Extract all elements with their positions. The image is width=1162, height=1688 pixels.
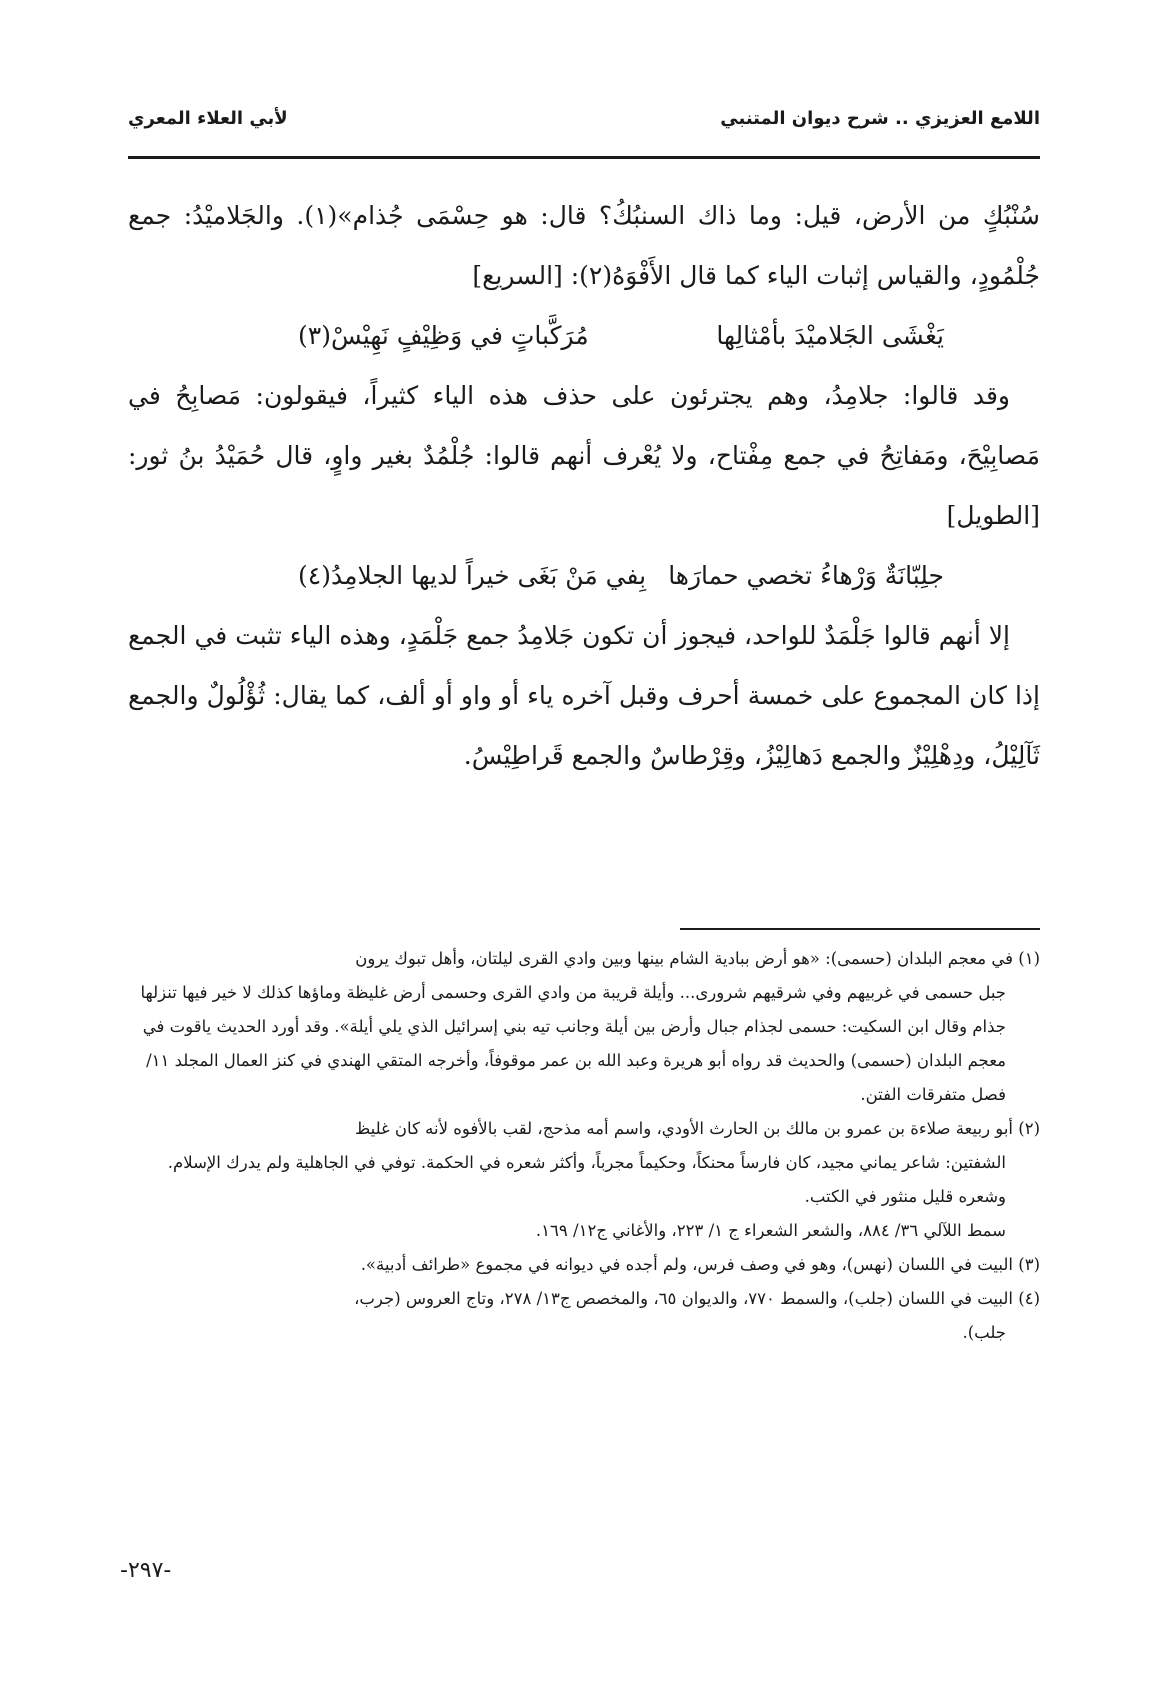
header-author: لأبي العلاء المعري	[128, 108, 288, 129]
verse-1-first-hemistich: يَغْشَى الجَلاميْدَ بأمْثالِها	[716, 321, 944, 350]
header-rule	[128, 156, 1040, 159]
footnote-2-body: الشفتين: شاعر يماني مجيد، كان فارساً محنكاً، وحكيماً مجرباً، وأكثر شعره في الحكمة. توفي في الجاهلية ولم يدرك الإسلام. وشعره قليل منثور في الكتب.	[167, 1153, 1006, 1206]
footnote-2-references: سمط اللآلي ٣٦/ ٨٨٤، والشعر الشعراء ج ١/ ٢٢٣، والأغاني ج١٢/ ١٦٩.	[535, 1221, 1006, 1240]
footnote-rule	[680, 928, 1040, 930]
paragraph-1: سُنْبُكٍ من الأرض، قيل: وما ذاك السنبُكُ؟ قال: هو حِسْمَى جُذام»(١). والجَلاميْدُ: جمع جُلْمُودٍ، والقياس إثبات الياء كما قال الأَفْوَهُ(٢): [السريع]	[128, 201, 1040, 290]
footnotes	[128, 942, 1040, 1350]
verse-1	[128, 306, 1040, 366]
footnote-1-body: جبل حسمى في غربيهم وفي شرقيهم شرورى... وأيلة قريبة من وادي القرى وحسمى أرض غليظة وماؤها كذلك لا خير فيها تنزلها جذام وقال ابن السكيت: حسمى لجذام جبال وأرض بين أيلة وجانب تيه بني إسرائيل الذي يلي أيلة». وقد أورد الحديث ياقوت في معجم البلدان (حسمى) والحديث قد رواه أبو هريرة وعبد الله بن عمر موقوفاً، وأخرجه المتقي الهندي في كنز العمال المجلد ١١/ فصل متفرقات الفتن.	[140, 983, 1006, 1104]
verse-2	[128, 546, 1040, 606]
verse-2-second-hemistich: بِفي مَنْ بَغَى خيراً لديها الجلامِدُ(٤)	[298, 561, 647, 590]
footnote-3: (٣) البيت في اللسان (نهس)، وهو في وصف فرس، ولم أجده في ديوانه في مجموع «طرائف أدبية».	[360, 1255, 1040, 1274]
verse-1-second-hemistich: مُرَكَّباتٍ في وَظِيْفٍ نَهِيْسْ(٣)	[298, 321, 589, 350]
paragraph-3: إلا أنهم قالوا جَلْمَدٌ للواحد، فيجوز أن تكون جَلامِدُ جمع جَلْمَدٍ، وهذه الياء تثبت في الجمع إذا كان المجموع على خمسة أحرف وقبل آخره ياء أو واو أو ألف، كما يقال: ثُؤْلُولٌ والجمع ثَآلِيْلُ، ودِهْلِيْزٌ والجمع دَهالِيْزُ، وقِرْطاسٌ والجمع قَراطِيْسُ.	[128, 621, 1040, 770]
main-text	[128, 186, 1040, 786]
header-book-title: اللامع العزيزي .. شرح ديوان المتنبي	[720, 108, 1040, 129]
footnote-1-lead: (١) في معجم البلدان (حسمى): «هو أرض ببادية الشام بينها وبين وادي القرى ليلتان، وأهل تبوك يرون	[355, 949, 1040, 968]
running-header	[128, 108, 1040, 148]
page-number: -٢٩٧-	[120, 1558, 172, 1583]
verse-2-first-hemistich: جلِبّانَةٌ وَرْهاءُ تخصي حمارَها	[668, 561, 944, 590]
footnote-4-body: جلب).	[962, 1323, 1006, 1342]
footnote-4-lead: (٤) البيت في اللسان (جلب)، والسمط ٧٧٠، والديوان ٦٥، والمخصص ج١٣/ ٢٧٨، وتاج العروس (جرب،	[354, 1289, 1040, 1308]
footnote-2-lead: (٢) أبو ربيعة صلاءة بن عمرو بن مالك بن الحارث الأودي، واسم أمه مذحج، لقب بالأفوه لأنه كان غليظ	[354, 1119, 1040, 1138]
paragraph-2: وقد قالوا: جلامِدُ، وهم يجترئون على حذف هذه الياء كثيراً، فيقولون: مَصابِحُ في مَصابِيْحَ، ومَفاتِحُ في جمع مِفْتاح، ولا يُعْرف أنهم قالوا: جُلْمُدٌ بغير واوٍ، قال حُمَيْدُ بنُ ثور: [الطويل]	[128, 381, 1040, 530]
